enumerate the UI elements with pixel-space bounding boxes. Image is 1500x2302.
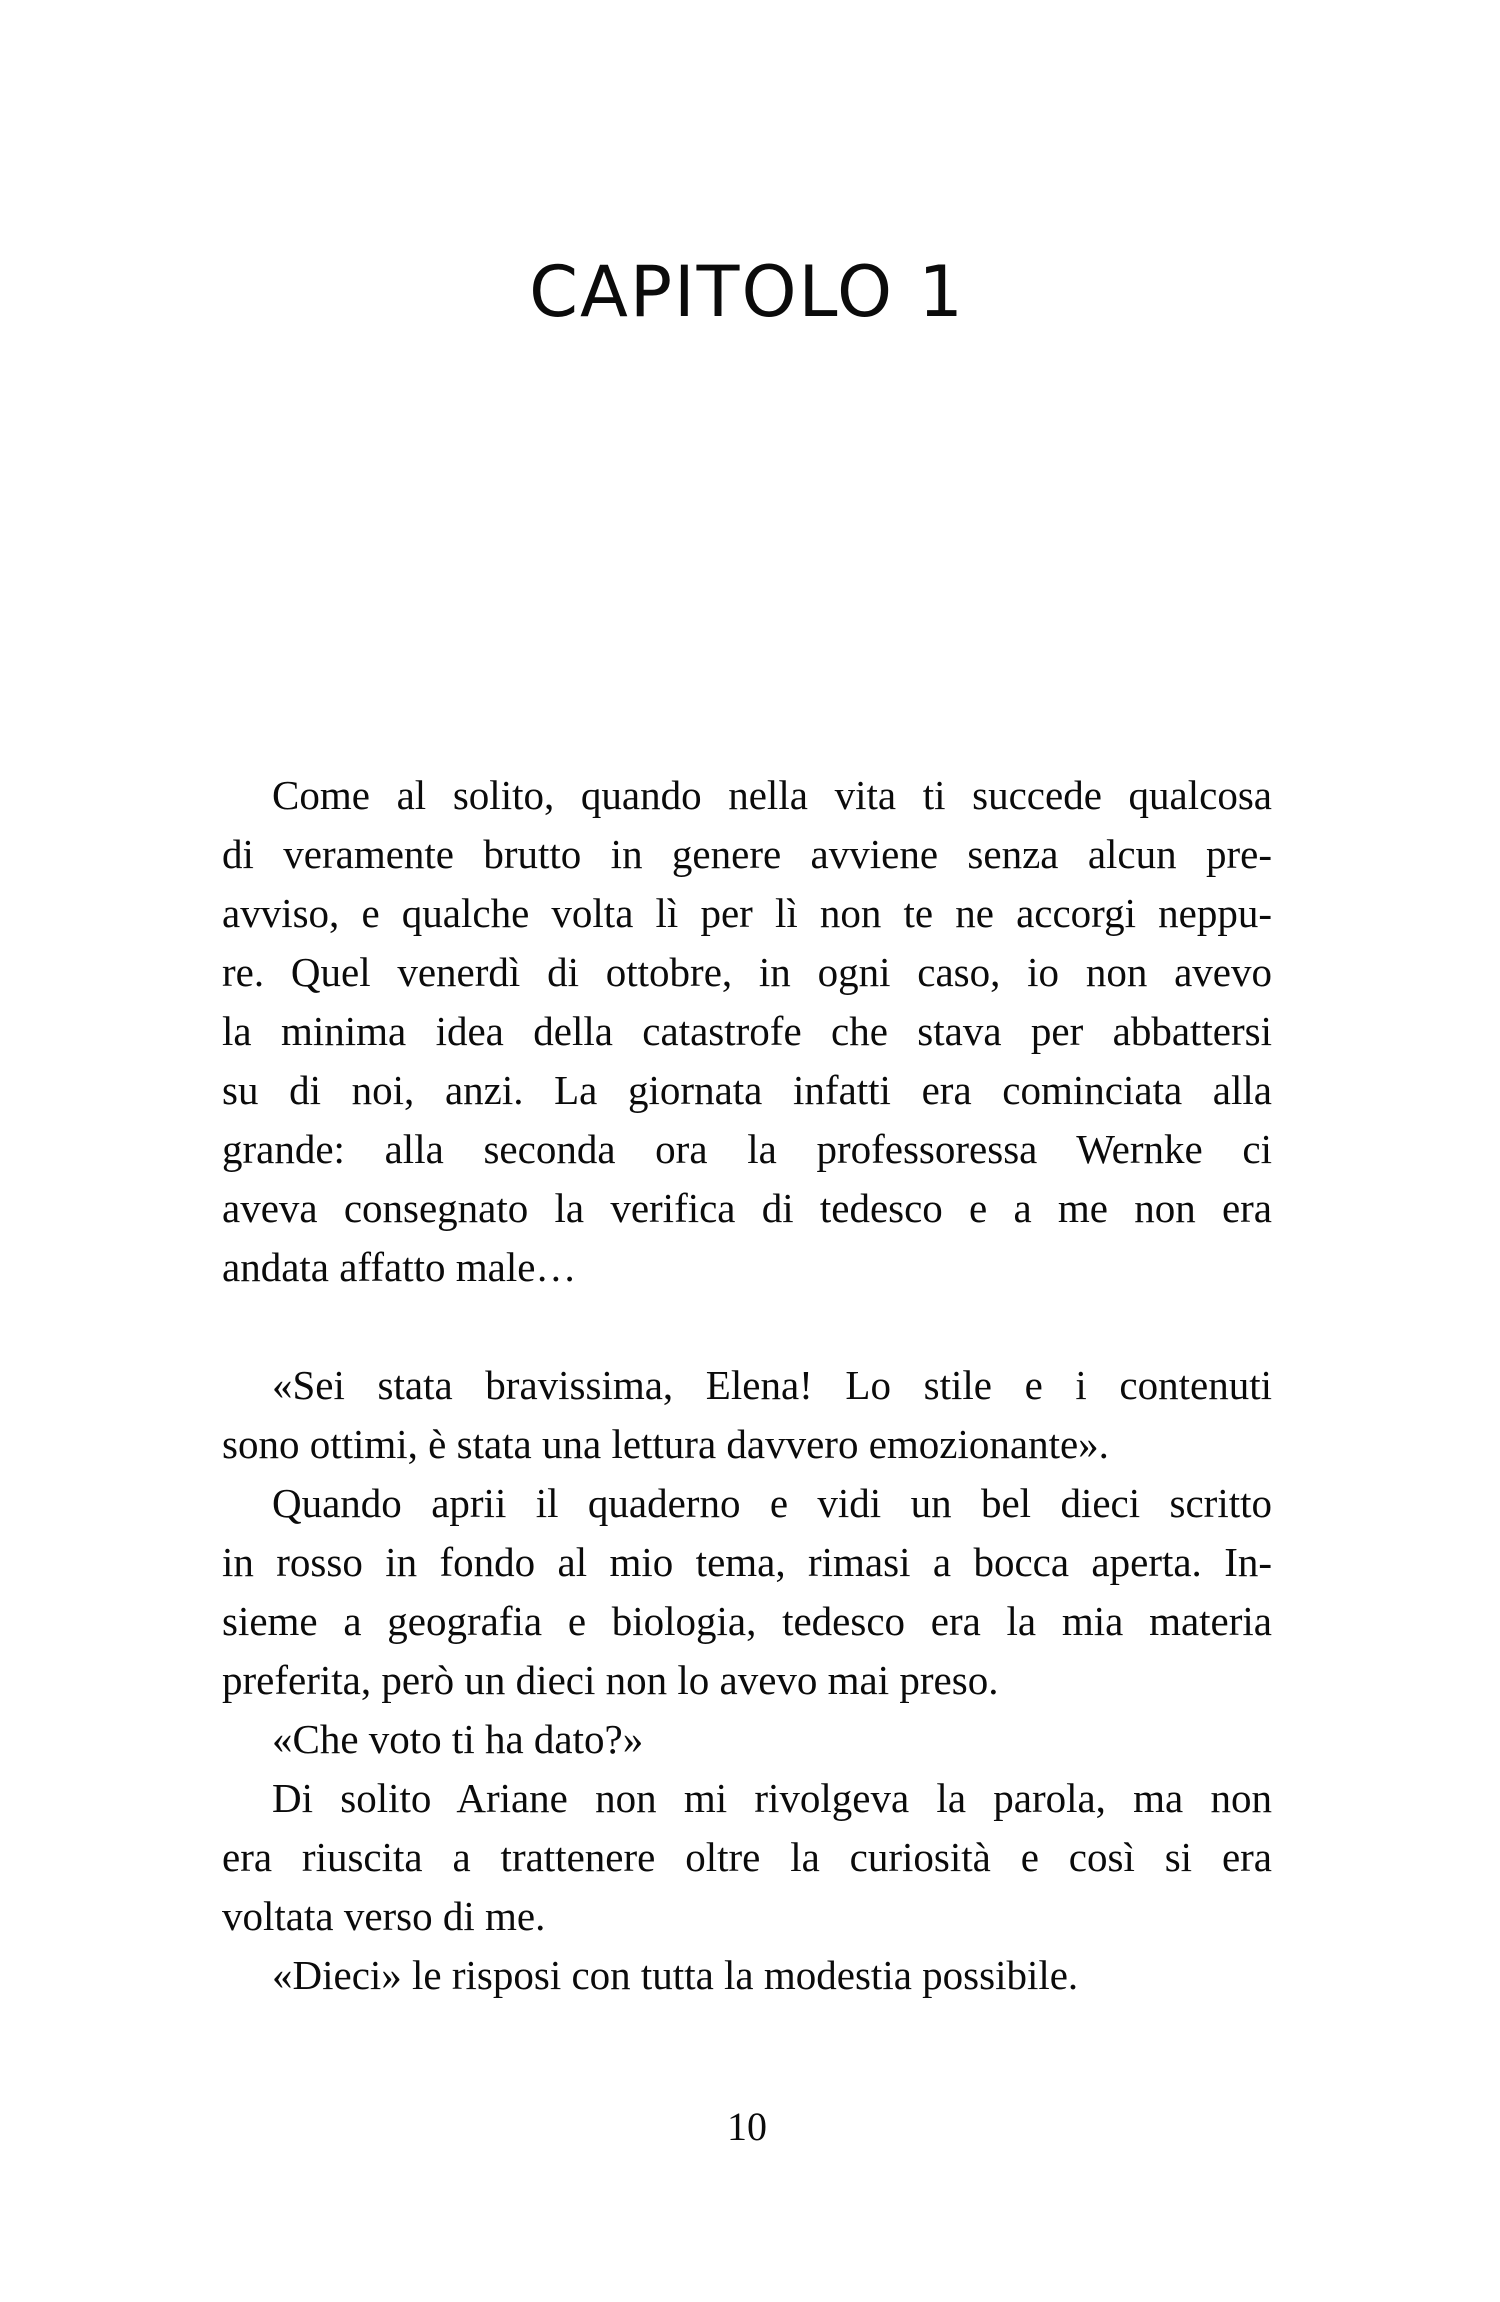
- text-line: sono ottimi, è stata una lettura davvero emozionante».: [222, 1421, 1109, 1467]
- text-line: «Dieci» le risposi con tutta la modestia possibile.: [272, 1952, 1079, 1998]
- paragraph: [222, 1474, 1272, 1710]
- text-line: preferita, però un dieci non lo avevo mai preso.: [222, 1657, 999, 1703]
- paragraph: [222, 1946, 1272, 2005]
- text-line: avviso, e qualche volta lì per lì non te ne accorgi neppu-: [222, 890, 1272, 936]
- text-line: aveva consegnato la verifica di tedesco e a me non era: [222, 1185, 1272, 1231]
- text-line: sieme a geografia e biologia, tedesco era la mia materia: [222, 1598, 1272, 1644]
- text-line: in rosso in fondo al mio tema, rimasi a bocca aperta. In-: [222, 1539, 1272, 1585]
- paragraph: [222, 766, 1272, 1297]
- text-line: Come al solito, quando nella vita ti succede qualcosa: [272, 772, 1272, 818]
- text-line: re. Quel venerdì di ottobre, in ogni caso, io non avevo: [222, 949, 1272, 995]
- paragraph: [222, 1710, 1272, 1769]
- text-line: era riuscita a trattenere oltre la curiosità e così si era: [222, 1834, 1272, 1880]
- page-number: 10: [727, 2104, 767, 2149]
- paragraph: [222, 1769, 1272, 1946]
- body-text: [222, 766, 1272, 2005]
- text-line: Quando aprii il quaderno e vidi un bel dieci scritto: [272, 1480, 1272, 1526]
- text-line: andata affatto male…: [222, 1244, 577, 1290]
- chapter-title: CAPITOLO 1: [529, 251, 965, 333]
- text-line: «Che voto ti ha dato?»: [272, 1716, 644, 1762]
- text-line: la minima idea della catastrofe che stava per abbattersi: [222, 1008, 1272, 1054]
- paragraph: [222, 1356, 1272, 1474]
- text-line: su di noi, anzi. La giornata infatti era cominciata alla: [222, 1067, 1272, 1113]
- text-line: «Sei stata bravissima, Elena! Lo stile e i contenuti: [272, 1362, 1272, 1408]
- text-line: grande: alla seconda ora la professoressa Wernke ci: [222, 1126, 1272, 1172]
- text-line: Di solito Ariane non mi rivolgeva la parola, ma non: [272, 1775, 1272, 1821]
- text-line: voltata verso di me.: [222, 1893, 546, 1939]
- text-line: di veramente brutto in genere avviene senza alcun pre-: [222, 831, 1272, 877]
